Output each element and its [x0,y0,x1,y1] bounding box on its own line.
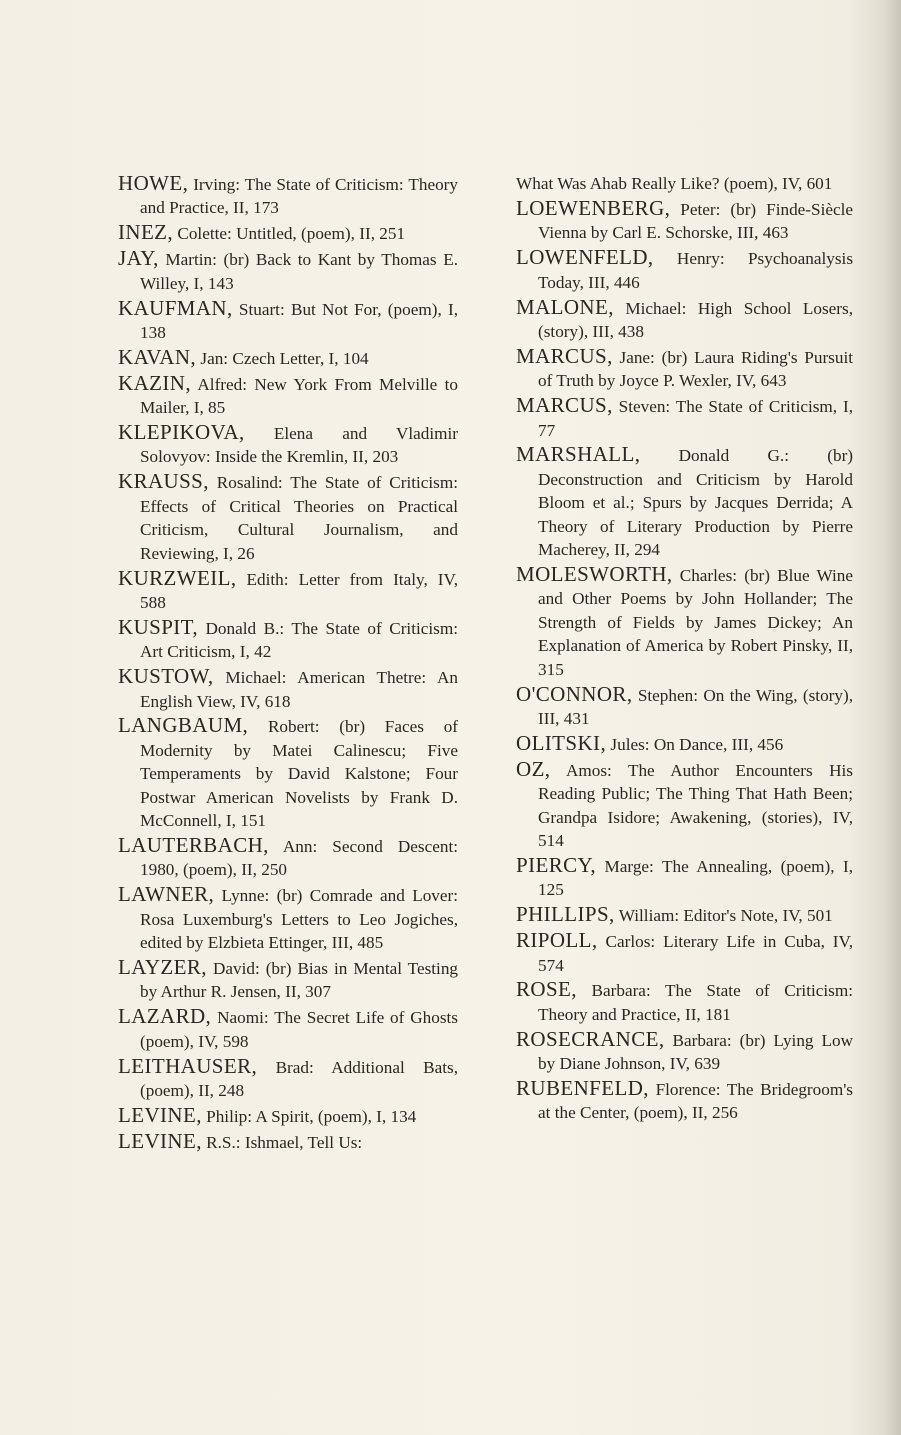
index-entry [516,172,853,195]
index-entry [118,665,458,713]
author-surname: MARCUS, [516,393,613,418]
entry-citation: (br) Laura Riding's Pursuit of Truth by Joyce P. Wexler, IV, 643 [538,347,854,391]
author-given-name: Carlos: [605,932,656,952]
entry-citation: A Spirit, (poem), I, 134 [255,1106,417,1126]
author-given-name: Donald B.: [205,618,285,638]
author-given-name: Alfred: [197,374,248,394]
author-surname: LANGBAUM, [118,713,249,738]
author-given-name: Florence: [655,1080,721,1100]
author-given-name: Peter: [680,199,721,219]
entry-citation: Literary Life in Cuba, IV, 574 [538,932,854,975]
author-given-name: Colette: [177,224,232,244]
author-surname: KAZIN, [118,370,191,395]
index-entry [118,567,458,615]
index-entry [516,345,853,393]
author-surname: OZ, [516,756,551,781]
author-surname: LOWENFELD, [516,245,654,270]
entry-citation: The State of Criticism: Theory and Practice, II, 173 [140,175,458,218]
author-surname: KAVAN, [118,344,197,369]
entry-citation: The Bridegroom's at the Center, (poem), II, 256 [538,1080,853,1123]
entry-citation: (br) Bias in Mental Testing by Arthur R. Jensen, II, 307 [140,959,459,1002]
author-given-name: Robert: [267,717,320,737]
entry-citation: The Annealing, (poem), I, 125 [538,856,853,900]
author-given-name: Lynne: [221,886,270,906]
author-surname: KRAUSS, [118,469,209,494]
author-surname: MARSHALL, [516,442,641,467]
index-entry [516,929,853,977]
author-surname: RIPOLL, [516,928,598,953]
index-entry [118,421,458,469]
author-given-name: Marge: [604,856,654,876]
entry-citation: The Author Encounters His Reading Public; The Thing That Hath Been; Grandpa Isidore; Awakening, (stories), IV, 514 [538,760,853,850]
author-surname: O'CONNOR, [516,681,633,706]
author-surname: KURZWEIL, [118,565,237,590]
index-entry [118,956,458,1004]
author-given-name: Michael: [225,668,287,688]
author-given-name: David: [212,959,260,978]
author-given-name: William: [618,906,680,926]
index-entry [516,978,853,1026]
entry-citation: Letter from Italy, IV, 588 [140,569,458,612]
index-entry [118,172,458,220]
author-given-name: Henry: [676,249,725,269]
index-entry [118,247,458,295]
index-entry [516,903,853,927]
author-given-name: Stuart: [238,299,285,319]
author-given-name: Jane: [619,347,655,367]
author-surname: HOWE, [118,171,189,195]
author-surname: MALONE, [516,294,614,319]
entry-citation: (br) Lying Low by Diane Johnson, IV, 639 [538,1030,853,1074]
author-given-name: Amos: [565,760,612,780]
entry-citation: The State of Criticism: Art Criticism, I, 42 [140,618,458,662]
author-given-name: Jules: [610,734,650,754]
author-given-name: Donald G.: [678,446,789,466]
author-given-name: Martin: [165,250,217,270]
author-surname: LAWNER, [118,882,215,907]
index-entry [118,297,458,345]
entry-citation: High School Losers, (story), III, 438 [538,298,854,341]
author-given-name: Charles: [679,566,738,585]
author-surname: LEVINE, [118,1102,202,1127]
entry-citation: Second Descent: 1980, (poem), II, 250 [140,836,458,880]
index-entry [118,346,458,370]
author-surname: PIERCY, [516,852,597,877]
index-entry [516,1028,853,1076]
author-given-name: Barbara: [591,981,651,1001]
index-entry [118,470,458,565]
entry-citation: The State of Criticism: Effects of Critical Theories on Practical Criticism, Cultural Journalism, and Reviewing, I, 26 [140,473,459,563]
author-given-name: Elena and Vladimir Solovyov: [140,424,458,467]
entry-citation: American Thetre: An English View, IV, 618 [140,668,458,711]
index-entry [516,197,853,245]
entry-citation: (br) Finde-Siècle Vienna by Carl E. Schorske, III, 463 [538,199,854,243]
entry-citation: Additional Bats, (poem), II, 248 [140,1057,459,1101]
index-entry [516,732,853,756]
index-entry [118,1005,458,1053]
index-entry [516,394,853,442]
index-entry [516,296,853,344]
author-given-name: Michael: [625,298,687,318]
author-surname: MOLESWORTH, [516,562,673,586]
entry-citation: (br) Comrade and Lover: Rosa Luxemburg's Letters to Leo Jogiches, edited by Elzbieta Ettinger, III, 485 [140,886,459,953]
author-surname: KLEPIKOVA, [118,420,245,445]
entry-citation: (br) Deconstruction and Criticism by Harold Bloom et al.; Spurs by Jacques Derrida; A Theory of Literary Production by Pierre Macherey, II, 294 [538,446,854,560]
entry-citation: On Dance, III, 456 [653,734,784,754]
index-entry [516,758,853,853]
index-entry [516,854,853,902]
entry-citation: (br) Back to Kant by Thomas E. Willey, I, 143 [140,250,459,293]
author-surname: RUBENFELD, [516,1076,649,1101]
entry-citation: The Secret Life of Ghosts (poem), IV, 598 [140,1008,458,1051]
author-surname: LAUTERBACH, [118,832,269,857]
author-given-name: R.S.: [206,1132,241,1152]
entry-citation: On the Wing, (story), III, 431 [538,685,854,728]
author-surname: INEZ, [118,220,174,245]
author-given-name: Barbara: [672,1030,732,1050]
author-given-name: Naomi: [217,1008,269,1028]
index-entry [118,1055,458,1103]
entry-citation: What Was Ahab Really Like? (poem), IV, 601 [516,174,833,193]
entry-citation: (br) Blue Wine and Other Poems by John Hollander; The Strength of Fields by James Dickey; An Explanation of America by Robert Pinsky, II, 315 [538,566,854,679]
author-surname: PHILLIPS, [516,902,615,927]
index-entry [516,1077,853,1125]
index-entry [118,1104,458,1128]
author-given-name: Stephen: [637,685,698,705]
entry-citation: Editor's Note, IV, 501 [683,906,833,926]
entry-citation: Ishmael, Tell Us: [244,1132,363,1152]
author-surname: LOEWENBERG, [516,195,671,220]
index-entry [516,246,853,294]
author-given-name: Irving: [193,175,240,194]
author-surname: KUSPIT, [118,614,199,639]
author-given-name: Philip: [206,1106,253,1126]
author-given-name: Jan: [200,348,229,368]
entry-citation: Untitled, (poem), II, 251 [236,224,406,244]
author-given-name: Steven: [618,397,671,417]
entry-citation: Inside the Kremlin, II, 203 [214,447,399,467]
author-given-name: Ann: [282,836,318,856]
author-surname: LEITHAUSER, [118,1053,258,1078]
index-column-right [516,172,853,1126]
author-surname: KUSTOW, [118,664,214,689]
index-entry [118,714,458,832]
author-surname: JAY, [118,246,159,271]
index-column-left [118,172,458,1156]
author-surname: KAUFMAN, [118,295,233,320]
index-entry [118,616,458,664]
index-entry [118,883,458,954]
index-entry [516,563,853,681]
index-entry [516,443,853,561]
index-entry [516,683,853,731]
author-surname: LAZARD, [118,1004,212,1029]
author-given-name: Rosalind: [216,473,283,493]
entry-citation: Czech Letter, I, 104 [232,348,369,368]
author-surname: ROSECRANCE, [516,1026,665,1051]
entry-citation: New York From Melville to Mailer, I, 85 [140,374,458,418]
author-surname: ROSE, [516,977,577,1002]
entry-citation: Psychoanalysis Today, III, 446 [538,249,854,292]
entry-citation: The State of Criticism, I, 77 [538,397,853,440]
entry-citation: (br) Faces of Modernity by Matei Calinescu; Five Temperaments by David Kalstone; Four Postwar American Novelists by Frank D. McConnell, I, 151 [140,717,459,831]
index-entry [118,372,458,420]
author-surname: LEVINE, [118,1128,202,1153]
entry-citation: The State of Criticism: Theory and Practice, II, 181 [538,981,853,1024]
index-entry [118,834,458,882]
author-surname: MARCUS, [516,343,613,368]
index-entry [118,221,458,245]
entry-citation: But Not For, (poem), I, 138 [140,299,459,342]
author-given-name: Edith: [246,569,289,589]
author-given-name: Brad: [275,1057,314,1077]
index-entry [118,1130,458,1154]
author-surname: LAYZER, [118,955,207,979]
author-surname: OLITSKI, [516,730,607,755]
